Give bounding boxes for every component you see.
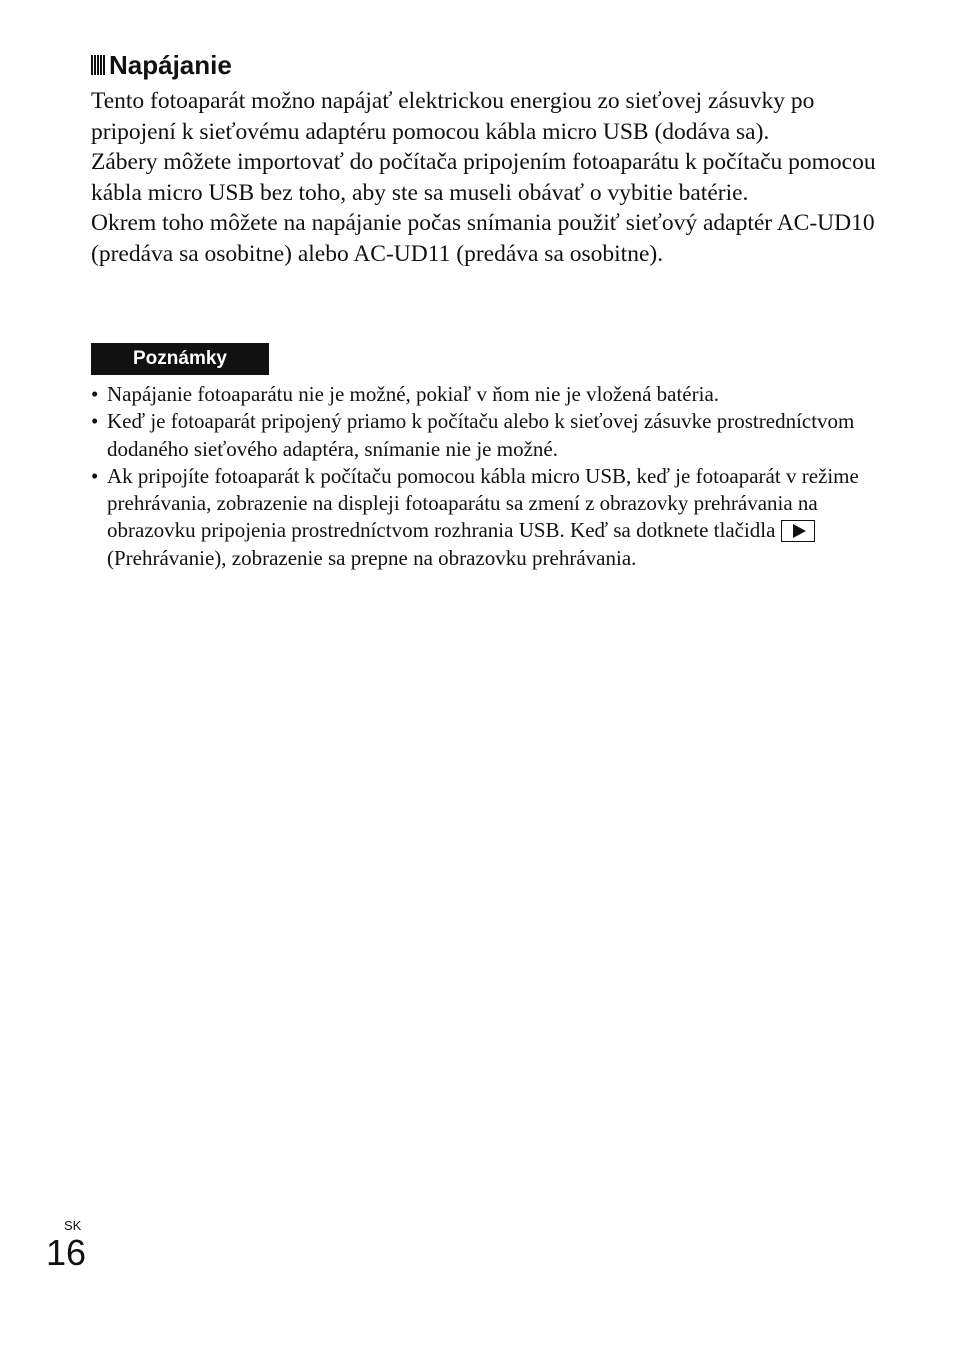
bullet: • (91, 409, 99, 434)
note-item (91, 463, 881, 572)
bullet: • (91, 463, 99, 488)
page-number: 16 (46, 1232, 87, 1273)
note-item (91, 408, 881, 463)
body-text (91, 86, 891, 269)
paragraph: Zábery môžete importovať do počítača pripojením fotoaparátu k počítaču pomocou kábla micro USB bez toho, aby ste sa museli obávať o vybitie batérie. (91, 149, 876, 206)
note-item (91, 381, 881, 408)
notes-badge: Poznámky (91, 343, 269, 375)
notes-list (91, 381, 881, 572)
note-text-before-icon: Ak pripojíte fotoaparát k počítaču pomocou kábla micro USB, keď je fotoaparát v režime prehrávania, zobrazenie na displeji fotoaparátu sa zmení z obrazovky prehrávania na obrazovku pripojenia prostredníctvom rozhrania USB. Keď sa dotknete tlačidla (107, 463, 859, 543)
bullet: • (91, 382, 99, 406)
paragraph: Tento fotoaparát možno napájať elektrickou energiou zo sieťovej zásuvky po pripojení k sieťovému adaptéru pomocou kábla micro USB (dodáva sa). (91, 88, 815, 145)
note-text: Keď je fotoaparát pripojený priamo k počítaču alebo k sieťovej zásuvke prostredníctvom dodaného sieťového adaptéra, snímanie nie je možné. (107, 409, 855, 461)
language-code: SK (64, 1218, 82, 1233)
note-text-after-icon: (Prehrávanie), zobrazenie sa prepne na obrazovku prehrávania. (107, 545, 637, 570)
paragraph: Okrem toho môžete na napájanie počas snímania použiť sieťový adaptér AC-UD10 (predáva sa osobitne) alebo AC-UD11 (predáva sa osobitne). (91, 210, 875, 267)
section-heading (91, 48, 232, 82)
section-title: Napájanie (109, 50, 232, 80)
note-text: Napájanie fotoaparátu nie je možné, pokiaľ v ňom nie je vložená batéria. (107, 382, 720, 406)
section-marker-icon (91, 55, 105, 75)
play-icon (781, 520, 815, 542)
